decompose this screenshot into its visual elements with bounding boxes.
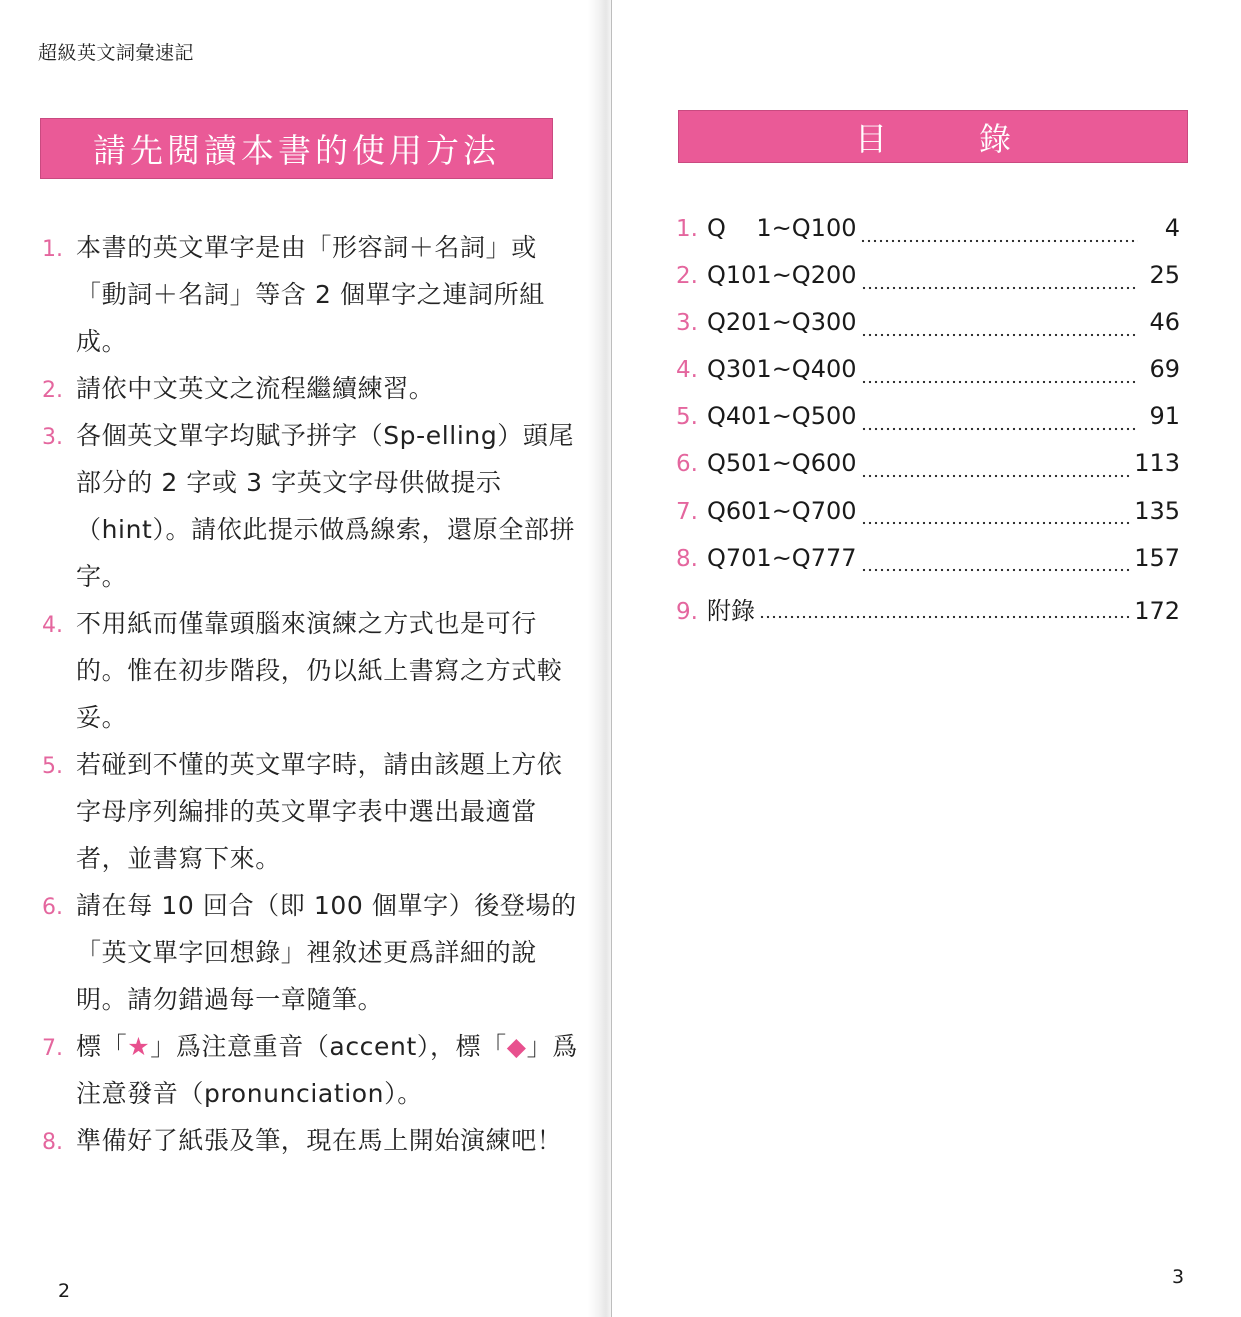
star-icon: ★ <box>127 1032 151 1061</box>
instruction-text: 不用紙而僅靠頭腦來演練之方式也是可行的。惟在初步階段，仍以紙上書寫之方式較妥。 <box>76 609 563 732</box>
toc-entry[interactable] <box>676 355 1180 402</box>
toc-number: 5. <box>676 404 698 431</box>
toc-number: 7. <box>676 498 698 525</box>
toc-label: Q401~Q500 <box>707 402 857 431</box>
toc-banner <box>678 110 1188 163</box>
instruction-text: 若碰到不懂的英文單字時，請由該題上方依字母序列編排的英文單字表中選出最適當者，並書寫下來。 <box>76 750 563 873</box>
instruction-text: 準備好了紙張及筆，現在馬上開始演練吧！ <box>76 1126 563 1155</box>
toc-number: 8. <box>676 545 698 572</box>
instruction-text-part: 」爲注意發音（pronunciation）。 <box>76 1032 578 1108</box>
toc-number: 1. <box>676 216 698 242</box>
instruction-item <box>42 600 582 741</box>
toc-entry[interactable] <box>676 591 1180 638</box>
toc-page: 172 <box>1134 596 1180 625</box>
instruction-text: 請在每 10 回合（即 100 個單字）後登場的「英文單字回想錄」裡敘述更爲詳細的說明。請勿錯過每一章隨筆。 <box>76 891 577 1014</box>
toc-entry[interactable] <box>676 308 1180 355</box>
toc-page: 113 <box>1134 449 1180 478</box>
usage-banner: 請先閱讀本書的使用方法 <box>40 118 553 179</box>
toc-label: 附錄 <box>707 596 755 625</box>
toc-number: 4. <box>676 357 698 384</box>
toc-banner-char: 錄 <box>979 119 1012 158</box>
instruction-number: 7. <box>42 1036 63 1061</box>
dot-leader <box>759 615 1130 619</box>
instruction-item <box>42 224 582 365</box>
toc-entry[interactable] <box>676 497 1180 544</box>
table-of-contents <box>676 214 1180 638</box>
dot-leader <box>861 474 1131 478</box>
instruction-list <box>42 224 582 1164</box>
dot-leader <box>861 286 1138 290</box>
dot-leader <box>861 521 1131 525</box>
dot-leader <box>861 427 1138 431</box>
toc-page: 46 <box>1149 308 1180 337</box>
running-head: 超級英文詞彙速記 <box>38 42 195 64</box>
instruction-number: 3. <box>42 425 63 450</box>
instruction-text: 本書的英文單字是由「形容詞＋名詞」或「動詞＋名詞」等含 2 個單字之連詞所組成。 <box>76 233 545 356</box>
dot-leader <box>861 333 1138 337</box>
instruction-text <box>76 1023 582 1117</box>
diamond-icon: ◆ <box>506 1032 527 1061</box>
toc-entry[interactable] <box>676 449 1180 496</box>
page-number-right: 3 <box>1172 1266 1185 1288</box>
right-page <box>612 0 1241 1317</box>
toc-page: 91 <box>1149 402 1180 431</box>
instruction-number: 8. <box>42 1130 63 1155</box>
instruction-text: 請依中文英文之流程繼續練習。 <box>76 374 435 403</box>
toc-label: Q201~Q300 <box>707 308 857 337</box>
instruction-text-part: 標「 <box>76 1032 128 1061</box>
toc-number: 6. <box>676 451 698 478</box>
instruction-number: 1. <box>42 237 63 262</box>
toc-number: 2. <box>676 263 698 290</box>
page-number-left: 2 <box>58 1280 71 1302</box>
toc-label: Q601~Q700 <box>707 496 857 525</box>
instruction-number: 5. <box>42 754 63 779</box>
toc-label: Q701~Q777 <box>707 543 857 572</box>
toc-label: Q 1~Q100 <box>707 214 857 242</box>
instruction-number: 2. <box>42 378 63 403</box>
toc-entry[interactable] <box>676 544 1180 591</box>
toc-page: 157 <box>1134 543 1180 572</box>
instruction-item <box>42 741 582 882</box>
toc-label: Q501~Q600 <box>707 449 857 478</box>
toc-entry[interactable] <box>676 261 1180 308</box>
toc-banner-char: 目 <box>854 119 887 158</box>
instruction-item <box>42 1023 582 1117</box>
toc-label: Q101~Q200 <box>707 261 857 290</box>
dot-leader <box>860 239 1138 243</box>
dot-leader <box>861 568 1131 572</box>
instruction-number: 4. <box>42 613 63 638</box>
toc-number: 3. <box>676 310 698 337</box>
instruction-text-part: 」爲注意重音（accent），標「 <box>150 1032 507 1061</box>
instruction-item <box>42 882 582 1023</box>
toc-page: 135 <box>1134 496 1180 525</box>
dot-leader <box>861 380 1138 384</box>
toc-page: 25 <box>1149 261 1180 290</box>
toc-page: 69 <box>1149 355 1180 384</box>
toc-label: Q301~Q400 <box>707 355 857 384</box>
instruction-number: 6. <box>42 895 63 920</box>
instruction-item <box>42 1117 582 1164</box>
toc-page: 4 <box>1164 214 1180 242</box>
instruction-item <box>42 365 582 412</box>
toc-entry[interactable] <box>676 402 1180 449</box>
toc-entry[interactable] <box>676 214 1180 261</box>
left-page <box>0 0 600 1317</box>
toc-number: 9. <box>676 598 698 625</box>
instruction-item <box>42 412 582 600</box>
instruction-text: 各個英文單字均賦予拼字（Sp-elling）頭尾部分的 2 字或 3 字英文字母供做提示（hint）。請依此提示做爲線索，還原全部拼字。 <box>76 421 576 591</box>
